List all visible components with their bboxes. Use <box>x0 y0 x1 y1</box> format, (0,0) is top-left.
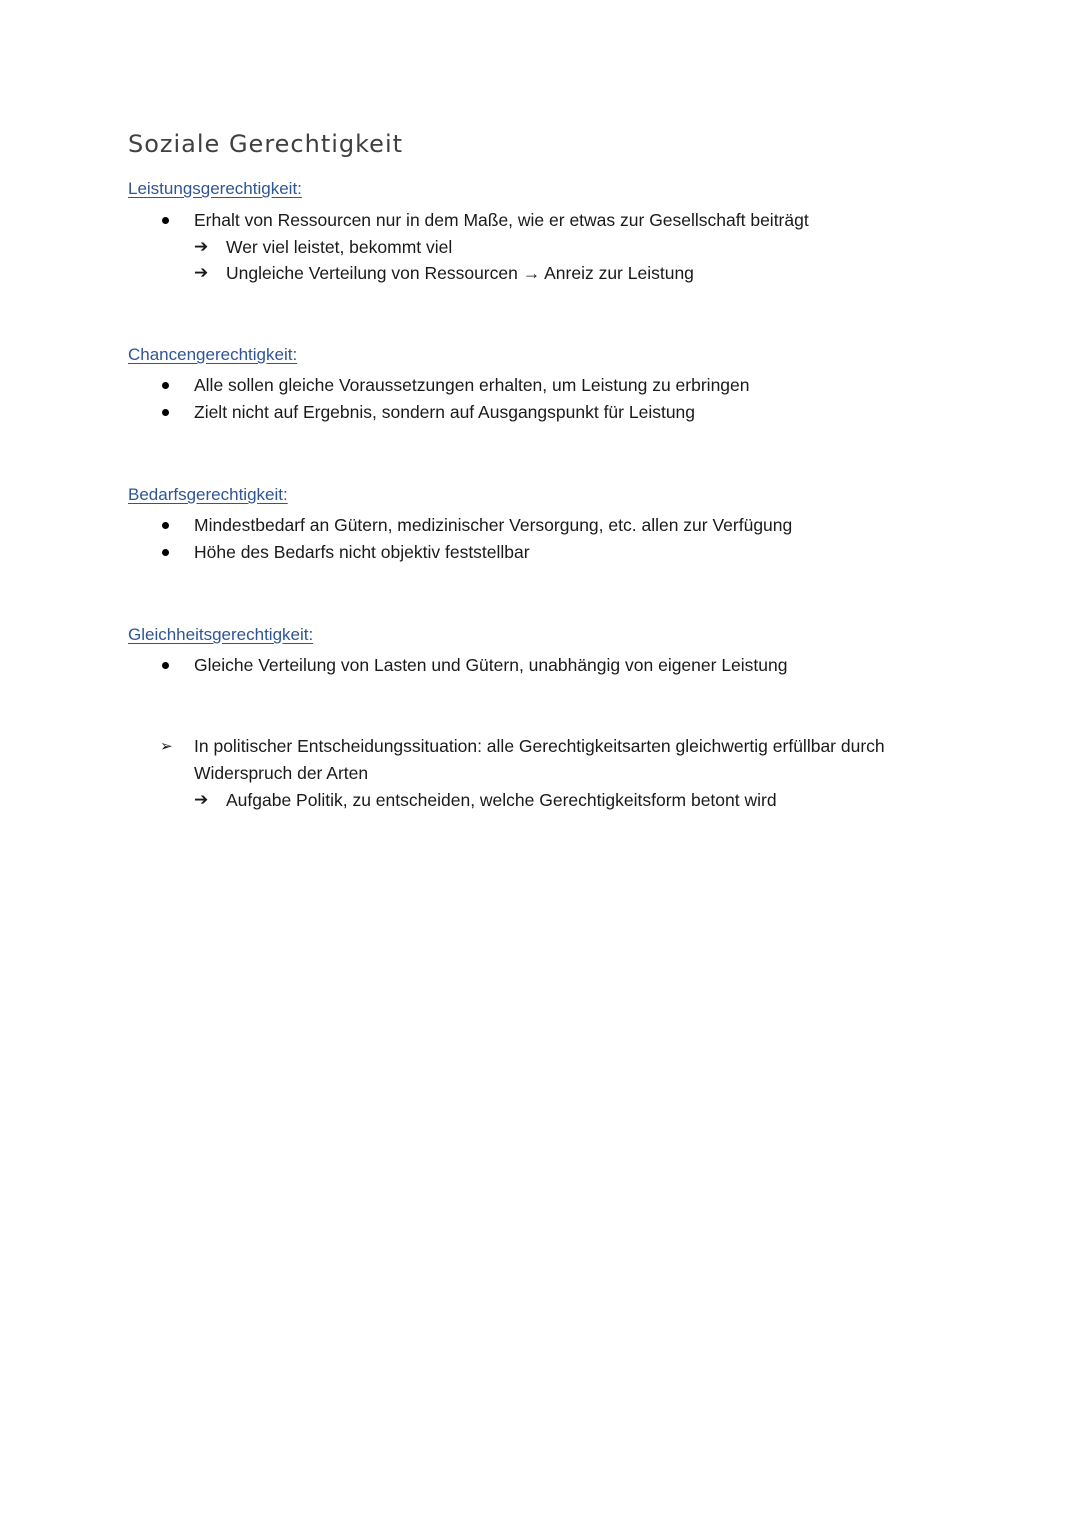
sub-item <box>128 234 1028 260</box>
list-item-text: Höhe des Bedarfs nicht objektiv feststellbar <box>194 542 530 562</box>
arrow-right-icon: ➔ <box>194 263 209 282</box>
bullet-icon <box>162 522 169 529</box>
page-title: Soziale Gerechtigkeit <box>128 130 404 158</box>
list-item-text: Alle sollen gleiche Voraussetzungen erhalten, um Leistung zu erbringen <box>194 375 750 395</box>
bullet-icon <box>162 409 169 416</box>
conclusion-item <box>128 733 954 787</box>
list-item <box>128 512 1028 539</box>
bullet-icon <box>162 217 169 224</box>
chevron-right-icon: ➢ <box>160 738 173 755</box>
sub-item-text: Wer viel leistet, bekommt viel <box>226 237 453 257</box>
section-heading: Gleichheitsgerechtigkeit: <box>128 625 314 644</box>
conclusion-text: In politischer Entscheidungssituation: alle Gerechtigkeitsarten gleichwertig erfüllbar durch Widerspruch der Arten <box>194 736 885 783</box>
section-conclusion <box>128 733 1028 813</box>
sub-item-text: Ungleiche Verteilung von Ressourcen → Anreiz zur Leistung <box>226 263 694 283</box>
list-item-text: Mindestbedarf an Gütern, medizinischer Versorgung, etc. allen zur Verfügung <box>194 515 793 535</box>
bullet-list <box>128 652 1028 679</box>
sub-item-text: Aufgabe Politik, zu entscheiden, welche Gerechtigkeitsform betont wird <box>226 790 777 810</box>
section-heading: Leistungsgerechtigkeit: <box>128 179 302 198</box>
list-item <box>128 207 1028 234</box>
bullet-icon <box>162 662 169 669</box>
sub-item <box>128 260 1028 286</box>
list-item <box>128 539 1028 566</box>
list-item <box>128 652 1028 679</box>
list-item-text: Zielt nicht auf Ergebnis, sondern auf Ausgangspunkt für Leistung <box>194 402 696 422</box>
bullet-icon <box>162 382 169 389</box>
bullet-icon <box>162 549 169 556</box>
section-gleichheitsgerechtigkeit <box>128 622 1028 679</box>
bullet-list <box>128 512 1028 566</box>
section-bedarfsgerechtigkeit <box>128 482 1028 566</box>
section-leistungsgerechtigkeit <box>128 176 1028 286</box>
bullet-list <box>128 207 1028 234</box>
sub-item <box>128 787 1028 813</box>
list-item-text: Gleiche Verteilung von Lasten und Gütern, unabhängig von eigener Leistung <box>194 655 788 675</box>
list-item <box>128 372 1028 399</box>
arrow-right-icon: ➔ <box>194 790 209 809</box>
list-item-text: Erhalt von Ressourcen nur in dem Maße, wie er etwas zur Gesellschaft beiträgt <box>194 210 809 230</box>
section-chancengerechtigkeit <box>128 342 1028 426</box>
bullet-list <box>128 372 1028 426</box>
section-heading: Bedarfsgerechtigkeit: <box>128 485 288 504</box>
list-item <box>128 399 1028 426</box>
section-heading: Chancengerechtigkeit: <box>128 345 298 364</box>
arrow-right-icon: ➔ <box>194 237 209 256</box>
